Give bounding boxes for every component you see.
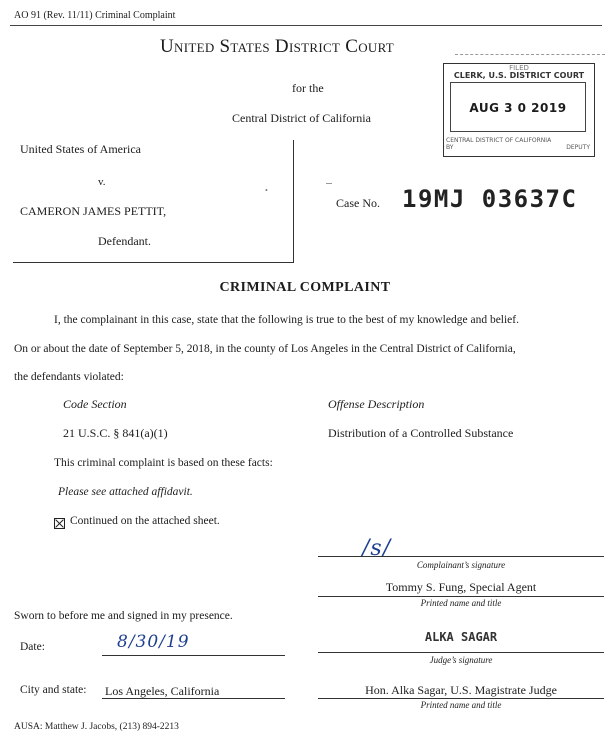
case-caption-box bbox=[13, 140, 294, 263]
complainant-printed-line bbox=[318, 596, 604, 597]
date-county-paragraph: On or about the date of September 5, 2018, in the county of Los Angeles in the Central District of California, bbox=[14, 343, 516, 355]
judge-printed-caption: Printed name and title bbox=[420, 700, 502, 710]
complainant-signature-caption: Complainant’s signature bbox=[416, 560, 506, 570]
caption-dash bbox=[326, 183, 332, 184]
complainant-printed-name: Tommy S. Fung, Special Agent bbox=[385, 580, 537, 594]
handwritten-date: 8/30/19 bbox=[117, 632, 190, 652]
stamp-date-box bbox=[450, 82, 586, 132]
plaintiff-name: United States of America bbox=[20, 142, 141, 156]
date-line bbox=[102, 655, 285, 656]
judge-signature-line bbox=[318, 652, 604, 653]
district-name: Central District of California bbox=[232, 111, 371, 125]
affidavit-reference: Please see attached affidavit. bbox=[58, 486, 193, 498]
court-title: United States District Court bbox=[160, 36, 394, 57]
judge-printed-name: Hon. Alka Sagar, U.S. Magistrate Judge bbox=[365, 683, 557, 697]
offense-description-value: Distribution of a Controlled Substance bbox=[328, 426, 514, 440]
case-number-stamp: 19MJ 03637C bbox=[402, 185, 578, 213]
city-state-value: Los Angeles, California bbox=[105, 684, 220, 698]
complaint-title: CRIMINAL COMPLAINT bbox=[219, 280, 391, 295]
judge-printed-line bbox=[318, 698, 604, 699]
for-the-text: for the bbox=[292, 81, 324, 95]
statement-paragraph: I, the complainant in this case, state that the following is true to the best of my knowledge and belief. bbox=[54, 314, 519, 326]
case-number-label: Case No. bbox=[336, 196, 380, 210]
offense-description-header: Offense Description bbox=[328, 397, 425, 411]
complainant-printed-caption: Printed name and title bbox=[420, 598, 502, 608]
stamp-filed-label: FILED bbox=[509, 64, 529, 72]
sworn-statement: Sworn to before me and signed in my presence. bbox=[14, 610, 233, 622]
date-label: Date: bbox=[20, 641, 45, 653]
city-state-line bbox=[102, 698, 285, 699]
judge-signature: ALKA SAGAR bbox=[424, 630, 498, 644]
city-state-label: City and state: bbox=[20, 684, 87, 696]
defendant-name: CAMERON JAMES PETTIT, bbox=[20, 204, 167, 218]
form-identifier: AO 91 (Rev. 11/11) Criminal Complaint bbox=[14, 10, 176, 21]
court-title-underline bbox=[455, 54, 605, 55]
violated-paragraph: the defendants violated: bbox=[14, 371, 124, 383]
filed-stamp bbox=[443, 63, 595, 157]
stamp-date: AUG 3 0 2019 bbox=[469, 101, 567, 115]
judge-signature-caption: Judge’s signature bbox=[429, 655, 493, 665]
header-rule bbox=[10, 25, 602, 26]
continued-checkbox bbox=[54, 518, 65, 529]
stamp-by-label: BY bbox=[446, 144, 454, 151]
code-section-value: 21 U.S.C. § 841(a)(1) bbox=[63, 426, 168, 440]
caption-dot: • bbox=[265, 186, 268, 195]
stamp-deputy-label: DEPUTY bbox=[566, 144, 590, 151]
stamp-district-label: CENTRAL DISTRICT OF CALIFORNIA bbox=[446, 137, 552, 144]
versus-text: v. bbox=[98, 176, 106, 188]
complainant-signature: /s/ bbox=[362, 536, 392, 561]
defendant-role: Defendant. bbox=[98, 234, 151, 248]
complainant-signature-line bbox=[318, 556, 604, 557]
stamp-clerk-label: CLERK, U.S. DISTRICT COURT bbox=[453, 71, 585, 80]
continued-sheet-text: Continued on the attached sheet. bbox=[70, 515, 220, 527]
facts-statement: This criminal complaint is based on these facts: bbox=[54, 457, 273, 469]
ausa-contact: AUSA: Matthew J. Jacobs, (213) 894-2213 bbox=[14, 722, 179, 732]
code-section-header: Code Section bbox=[63, 397, 127, 411]
